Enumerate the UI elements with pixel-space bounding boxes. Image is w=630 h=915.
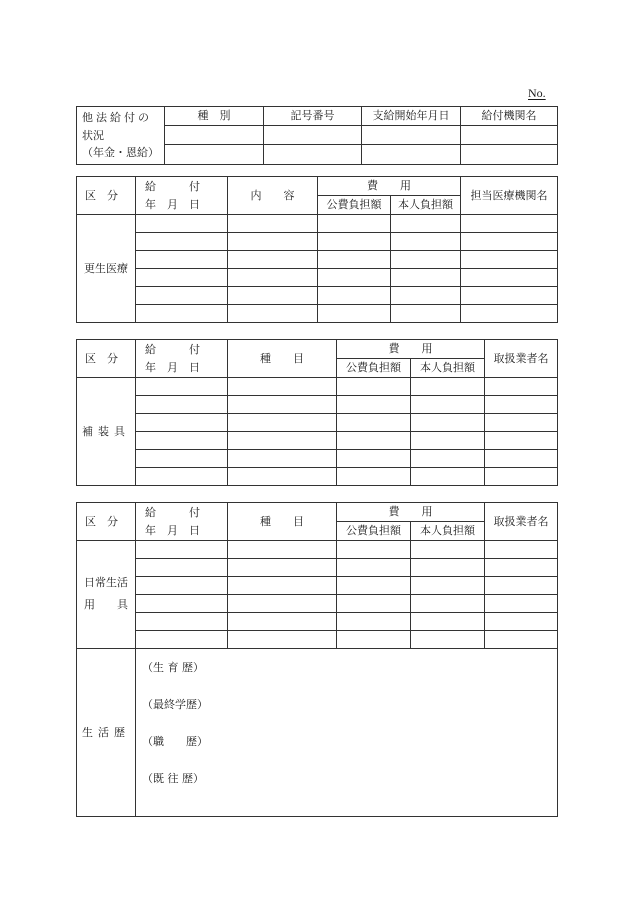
history-medical: （既 往 歴）: [142, 772, 204, 785]
header-category: 区 分: [77, 177, 136, 215]
category-prosthetics: 補装具: [77, 378, 136, 486]
date-cell[interactable]: [136, 215, 228, 233]
public-cost-cell[interactable]: [337, 631, 411, 649]
institution-cell[interactable]: [461, 305, 558, 323]
date-cell[interactable]: [136, 378, 228, 396]
self-cost-cell[interactable]: [411, 541, 485, 559]
self-cost-cell[interactable]: [411, 414, 485, 432]
public-cost-cell[interactable]: [337, 541, 411, 559]
header-vendor: 取扱業者名: [485, 503, 558, 541]
public-cost-cell[interactable]: [337, 432, 411, 450]
content-cell[interactable]: [228, 233, 318, 251]
public-cost-cell[interactable]: [337, 396, 411, 414]
content-cell[interactable]: [228, 305, 318, 323]
vendor-cell[interactable]: [485, 559, 558, 577]
self-cost-cell[interactable]: [411, 595, 485, 613]
self-cost-cell[interactable]: [391, 287, 461, 305]
public-cost-cell[interactable]: [318, 287, 391, 305]
public-cost-cell[interactable]: [337, 577, 411, 595]
self-cost-cell[interactable]: [391, 269, 461, 287]
public-cost-cell[interactable]: [337, 468, 411, 486]
public-cost-cell[interactable]: [337, 378, 411, 396]
header-start-date: 支給開始年月日: [362, 107, 461, 126]
item-type-cell[interactable]: [228, 396, 337, 414]
date-cell[interactable]: [136, 269, 228, 287]
institution-cell[interactable]: [461, 233, 558, 251]
header-date: 給 付 年 月 日: [136, 503, 228, 541]
content-cell[interactable]: [228, 251, 318, 269]
paying-agency-cell[interactable]: [461, 145, 558, 165]
start-date-cell[interactable]: [362, 125, 461, 145]
item-type-cell[interactable]: [228, 631, 337, 649]
date-cell[interactable]: [136, 468, 228, 486]
other-benefits-label: 他法給付の 状況 （年金・恩給）: [77, 107, 165, 165]
header-item-type: 種 目: [228, 340, 337, 378]
self-cost-cell[interactable]: [411, 468, 485, 486]
vendor-cell[interactable]: [485, 450, 558, 468]
self-cost-cell[interactable]: [411, 631, 485, 649]
public-cost-cell[interactable]: [337, 450, 411, 468]
benefit-type-cell[interactable]: [165, 145, 264, 165]
prosthetics-table: [76, 339, 558, 486]
date-cell[interactable]: [136, 396, 228, 414]
public-cost-cell[interactable]: [318, 269, 391, 287]
item-type-cell[interactable]: [228, 595, 337, 613]
header-cost: 費 用: [318, 177, 461, 196]
paying-agency-cell[interactable]: [461, 125, 558, 145]
header-vendor: 取扱業者名: [485, 340, 558, 378]
public-cost-cell[interactable]: [337, 595, 411, 613]
benefit-type-cell[interactable]: [165, 125, 264, 145]
item-type-cell[interactable]: [228, 450, 337, 468]
item-type-cell[interactable]: [228, 559, 337, 577]
institution-cell[interactable]: [461, 215, 558, 233]
date-cell[interactable]: [136, 251, 228, 269]
history-occupation: （職 歴）: [142, 735, 208, 748]
self-cost-cell[interactable]: [411, 432, 485, 450]
header-item-type: 種 目: [228, 503, 337, 541]
life-history-label: 生活歴: [77, 649, 136, 817]
date-cell[interactable]: [136, 414, 228, 432]
self-cost-cell[interactable]: [391, 251, 461, 269]
self-cost-cell[interactable]: [411, 378, 485, 396]
institution-cell[interactable]: [461, 269, 558, 287]
self-cost-cell[interactable]: [411, 450, 485, 468]
item-type-cell[interactable]: [228, 577, 337, 595]
header-self-cost: 本人負担額: [411, 522, 485, 541]
date-cell[interactable]: [136, 559, 228, 577]
header-institution: 担当医療機関名: [461, 177, 558, 215]
item-type-cell[interactable]: [228, 414, 337, 432]
vendor-cell[interactable]: [485, 595, 558, 613]
header-benefit-type: 種 別: [165, 107, 264, 126]
item-type-cell[interactable]: [228, 378, 337, 396]
institution-cell[interactable]: [461, 251, 558, 269]
item-type-cell[interactable]: [228, 468, 337, 486]
date-cell[interactable]: [136, 631, 228, 649]
date-cell[interactable]: [136, 450, 228, 468]
other-benefits-table: [76, 106, 558, 165]
date-cell[interactable]: [136, 613, 228, 631]
self-cost-cell[interactable]: [411, 396, 485, 414]
self-cost-cell[interactable]: [411, 577, 485, 595]
date-cell[interactable]: [136, 233, 228, 251]
header-cost: 費 用: [337, 340, 485, 359]
public-cost-cell[interactable]: [337, 414, 411, 432]
date-cell[interactable]: [136, 577, 228, 595]
public-cost-cell[interactable]: [318, 305, 391, 323]
self-cost-cell[interactable]: [391, 305, 461, 323]
public-cost-cell[interactable]: [318, 215, 391, 233]
self-cost-cell[interactable]: [391, 233, 461, 251]
header-date: 給 付 年 月 日: [136, 340, 228, 378]
history-upbringing: （生 育 歴）: [142, 661, 204, 674]
header-cost: 費 用: [337, 503, 485, 522]
content-cell[interactable]: [228, 269, 318, 287]
vendor-cell[interactable]: [485, 577, 558, 595]
item-type-cell[interactable]: [228, 432, 337, 450]
life-history-field[interactable]: [136, 649, 558, 817]
public-cost-cell[interactable]: [337, 559, 411, 577]
history-final-education: （最終学歴）: [142, 698, 208, 711]
header-category: 区 分: [77, 340, 136, 378]
public-cost-cell[interactable]: [318, 233, 391, 251]
vendor-cell[interactable]: [485, 396, 558, 414]
date-cell[interactable]: [136, 595, 228, 613]
date-cell[interactable]: [136, 287, 228, 305]
vendor-cell[interactable]: [485, 378, 558, 396]
header-category: 区 分: [77, 503, 136, 541]
header-self-cost: 本人負担額: [391, 196, 461, 215]
date-cell[interactable]: [136, 305, 228, 323]
public-cost-cell[interactable]: [318, 251, 391, 269]
public-cost-cell[interactable]: [337, 613, 411, 631]
category-daily-living: 日常生活 用 具: [77, 541, 136, 649]
item-type-cell[interactable]: [228, 613, 337, 631]
date-cell[interactable]: [136, 432, 228, 450]
header-date: 給 付 年 月 日: [136, 177, 228, 215]
vendor-cell[interactable]: [485, 414, 558, 432]
vendor-cell[interactable]: [485, 613, 558, 631]
document-number: No.: [528, 86, 546, 100]
symbol-number-cell[interactable]: [264, 125, 362, 145]
self-cost-cell[interactable]: [391, 215, 461, 233]
vendor-cell[interactable]: [485, 541, 558, 559]
start-date-cell[interactable]: [362, 145, 461, 165]
vendor-cell[interactable]: [485, 468, 558, 486]
header-public-cost: 公費負担額: [318, 196, 391, 215]
date-cell[interactable]: [136, 541, 228, 559]
vendor-cell[interactable]: [485, 432, 558, 450]
daily-living-table: [76, 502, 558, 817]
content-cell[interactable]: [228, 287, 318, 305]
vendor-cell[interactable]: [485, 631, 558, 649]
header-content: 内 容: [228, 177, 318, 215]
rehab-medical-table: [76, 176, 558, 323]
content-cell[interactable]: [228, 215, 318, 233]
item-type-cell[interactable]: [228, 541, 337, 559]
header-paying-agency: 給付機関名: [461, 107, 558, 126]
institution-cell[interactable]: [461, 287, 558, 305]
self-cost-cell[interactable]: [411, 559, 485, 577]
header-self-cost: 本人負担額: [411, 359, 485, 378]
header-public-cost: 公費負担額: [337, 522, 411, 541]
header-symbol-number: 記号番号: [264, 107, 362, 126]
self-cost-cell[interactable]: [411, 613, 485, 631]
category-rehab-medical: 更生医療: [77, 215, 136, 323]
symbol-number-cell[interactable]: [264, 145, 362, 165]
header-public-cost: 公費負担額: [337, 359, 411, 378]
